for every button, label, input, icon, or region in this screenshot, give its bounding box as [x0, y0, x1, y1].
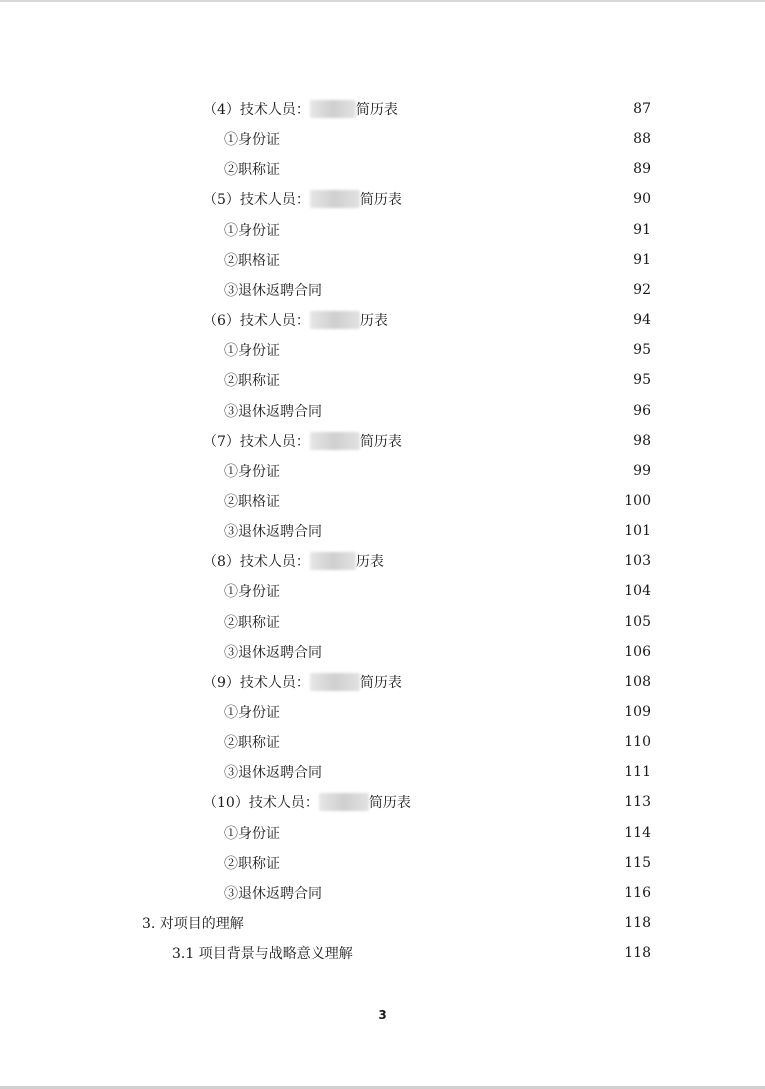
toc-page-number: 92 — [633, 281, 651, 298]
toc-entry-label: ①身份证 — [224, 705, 280, 721]
redacted-name — [310, 190, 360, 208]
toc-page-number: 113 — [624, 794, 651, 811]
dot-leader — [284, 826, 620, 840]
dot-leader — [406, 192, 623, 206]
toc-page-number: 90 — [633, 191, 651, 208]
toc-entry-title — [224, 280, 322, 300]
toc-entry[interactable] — [224, 698, 651, 726]
toc-page-number: 118 — [624, 945, 651, 962]
toc-entry[interactable] — [203, 668, 651, 696]
toc-page-number: 111 — [624, 764, 651, 781]
toc-entry-label: （6）技术人员： — [203, 313, 310, 330]
toc-entry-suffix: 历表 — [359, 313, 388, 330]
redacted-name — [319, 793, 369, 811]
toc-entry-title — [224, 642, 322, 662]
redacted-name — [310, 673, 360, 691]
toc-entry-label: ①身份证 — [224, 222, 280, 239]
dot-leader — [357, 946, 621, 960]
toc-entry-label: ①身份证 — [224, 463, 280, 480]
toc-entry[interactable] — [224, 819, 651, 847]
dot-leader — [284, 373, 623, 387]
toc-entry[interactable] — [224, 336, 651, 364]
toc-page-number: 106 — [624, 643, 651, 660]
toc-entry-title — [224, 823, 280, 843]
toc-page-number: 91 — [633, 221, 651, 238]
toc-entry-label: ①身份证 — [224, 343, 280, 360]
toc-entry-label: 3. 对项目的理解 — [142, 916, 244, 933]
toc-entry[interactable] — [203, 547, 651, 575]
toc-entry-title — [224, 762, 322, 782]
dot-leader — [284, 705, 620, 719]
toc-page-number: 94 — [633, 312, 651, 329]
toc-entry-title — [224, 732, 280, 752]
toc-entry-label: （7）技术人员： — [203, 433, 310, 450]
toc-entry-label: ①身份证 — [224, 584, 280, 601]
toc-page-number: 99 — [633, 462, 651, 479]
toc-entry[interactable] — [224, 366, 651, 394]
redacted-name — [310, 100, 356, 118]
redacted-name — [310, 552, 356, 570]
toc-entry-title — [224, 129, 280, 149]
dot-leader — [406, 434, 623, 448]
toc-entry-label: ②职称证 — [224, 735, 280, 752]
toc-entry-title — [224, 159, 280, 179]
toc-entry-label: ①身份证 — [224, 825, 280, 842]
dot-leader — [326, 645, 620, 659]
toc-entry[interactable] — [224, 608, 651, 636]
dot-leader — [248, 916, 620, 930]
toc-entry-title — [203, 792, 411, 812]
toc-page-number: 87 — [633, 101, 651, 117]
toc-entry-title — [142, 913, 244, 933]
dot-leader — [284, 343, 623, 357]
toc-page-number: 95 — [633, 342, 651, 359]
toc-entry-title — [224, 491, 280, 511]
toc-entry[interactable] — [203, 427, 651, 455]
toc-entry-title — [203, 189, 402, 209]
toc-entry-label: （8）技术人员： — [203, 554, 310, 571]
toc-entry-suffix: 历表 — [355, 554, 384, 571]
toc-entry-suffix: 简历表 — [368, 795, 411, 812]
dot-leader — [326, 765, 620, 779]
dot-leader — [326, 404, 623, 418]
toc-page-number: 88 — [633, 131, 651, 148]
toc-page-number: 96 — [633, 402, 651, 419]
toc-page-number: 103 — [624, 553, 651, 570]
toc-entry[interactable] — [224, 728, 651, 756]
dot-leader — [284, 132, 623, 146]
toc-page-number: 101 — [624, 523, 651, 540]
dot-leader — [326, 283, 623, 297]
toc-entry-title — [224, 702, 280, 722]
dot-leader — [284, 464, 623, 478]
toc-entry[interactable] — [224, 216, 651, 244]
toc-entry[interactable] — [224, 758, 651, 786]
dot-leader — [402, 102, 623, 116]
footer-page-number: 3 — [378, 1008, 387, 1022]
toc-page-number: 115 — [624, 854, 651, 871]
toc-page-number: 104 — [624, 583, 651, 600]
redacted-name — [310, 311, 360, 329]
toc-entry-title — [224, 250, 280, 270]
toc-entry[interactable] — [224, 849, 651, 877]
dot-leader — [284, 735, 620, 749]
toc-entry-suffix: 简历表 — [359, 433, 402, 450]
toc-entry-label: ③退休返聘合同 — [224, 765, 322, 782]
toc-entry[interactable] — [224, 125, 651, 153]
toc-page-number: 108 — [624, 673, 651, 690]
toc-entry-title — [224, 883, 322, 903]
toc-entry-label: ②职称证 — [224, 855, 280, 872]
toc-entry-label: （9）技术人员： — [203, 674, 310, 691]
toc-page-number: 95 — [633, 372, 651, 389]
toc-entry[interactable] — [224, 246, 651, 274]
toc-page-number: 110 — [624, 734, 651, 751]
dot-leader — [284, 162, 623, 176]
toc-entry-title — [224, 461, 280, 481]
dot-leader — [284, 615, 620, 629]
toc-entry-title — [203, 551, 384, 571]
toc-entry-label: （5）技术人员： — [203, 192, 310, 209]
toc-entry-label: ②职称证 — [224, 162, 280, 179]
toc-entry-title — [224, 340, 280, 360]
toc-entry-label: ③退休返聘合同 — [224, 885, 322, 902]
toc-entry-label: 3.1 项目背景与战略意义理解 — [172, 946, 353, 963]
toc-entry-title — [203, 431, 402, 451]
dot-leader — [406, 675, 620, 689]
toc-entry-suffix: 简历表 — [359, 192, 402, 209]
dot-leader — [284, 494, 620, 508]
toc-entry-label: ②职称证 — [224, 373, 280, 390]
toc-page-number: 105 — [624, 613, 651, 630]
toc-entry[interactable] — [203, 185, 651, 213]
dot-leader — [326, 524, 620, 538]
toc-entry[interactable] — [203, 788, 651, 816]
toc-entry-title — [224, 370, 280, 390]
toc-entry-label: （4）技术人员： — [203, 102, 310, 118]
toc-entry-title — [224, 401, 322, 421]
toc-entry-label: ①身份证 — [224, 132, 280, 149]
toc-entry-title — [203, 99, 398, 119]
toc-entry[interactable] — [172, 939, 651, 967]
toc-entry-suffix: 简历表 — [355, 102, 398, 118]
dot-leader — [326, 886, 620, 900]
toc-entry[interactable] — [224, 577, 651, 605]
toc-entry-label: （10）技术人员： — [203, 795, 319, 812]
toc-entry[interactable] — [142, 909, 651, 937]
toc-entry-label: ②职格证 — [224, 493, 280, 510]
toc-entry[interactable] — [224, 487, 651, 515]
toc-entry-title — [224, 521, 322, 541]
toc-entry-title — [224, 612, 280, 632]
redacted-name — [310, 432, 360, 450]
toc-entry-label: ③退休返聘合同 — [224, 282, 322, 299]
toc-entry-label: ③退休返聘合同 — [224, 524, 322, 541]
toc-entry[interactable] — [224, 457, 651, 485]
toc-page-number: 91 — [633, 251, 651, 268]
dot-leader — [415, 795, 620, 809]
toc-page-number: 100 — [624, 492, 651, 509]
toc-entry[interactable] — [203, 95, 651, 123]
toc-entry-title — [203, 672, 402, 692]
toc-entry-suffix: 简历表 — [359, 674, 402, 691]
toc-page-number: 118 — [624, 915, 651, 932]
toc-entry[interactable] — [224, 517, 651, 545]
dot-leader — [284, 223, 623, 237]
toc-entry-title — [224, 220, 280, 240]
toc-page-number: 116 — [624, 884, 651, 901]
toc-entry[interactable] — [224, 276, 651, 304]
toc-entry-label: ②职称证 — [224, 614, 280, 631]
toc-page-number: 109 — [624, 704, 651, 720]
toc-entry[interactable] — [224, 638, 651, 666]
page-top-border — [0, 0, 765, 2]
toc-entry[interactable] — [203, 306, 651, 334]
toc-entry[interactable] — [224, 879, 651, 907]
dot-leader — [392, 313, 623, 327]
toc-page-number: 98 — [633, 432, 651, 449]
toc-page-number: 89 — [633, 161, 651, 178]
toc-entry-title — [224, 581, 280, 601]
toc-entry-label: ③退休返聘合同 — [224, 644, 322, 661]
toc-entry[interactable] — [224, 397, 651, 425]
dot-leader — [388, 554, 620, 568]
dot-leader — [284, 584, 620, 598]
toc-page-number: 114 — [624, 824, 651, 841]
dot-leader — [284, 856, 620, 870]
toc-entry-title — [172, 943, 353, 963]
toc-entry-title — [203, 310, 388, 330]
toc-entry[interactable] — [224, 155, 651, 183]
toc-entry-title — [224, 853, 280, 873]
toc-entry-label: ③退休返聘合同 — [224, 403, 322, 420]
toc-entry-label: ②职格证 — [224, 252, 280, 269]
dot-leader — [284, 253, 623, 267]
